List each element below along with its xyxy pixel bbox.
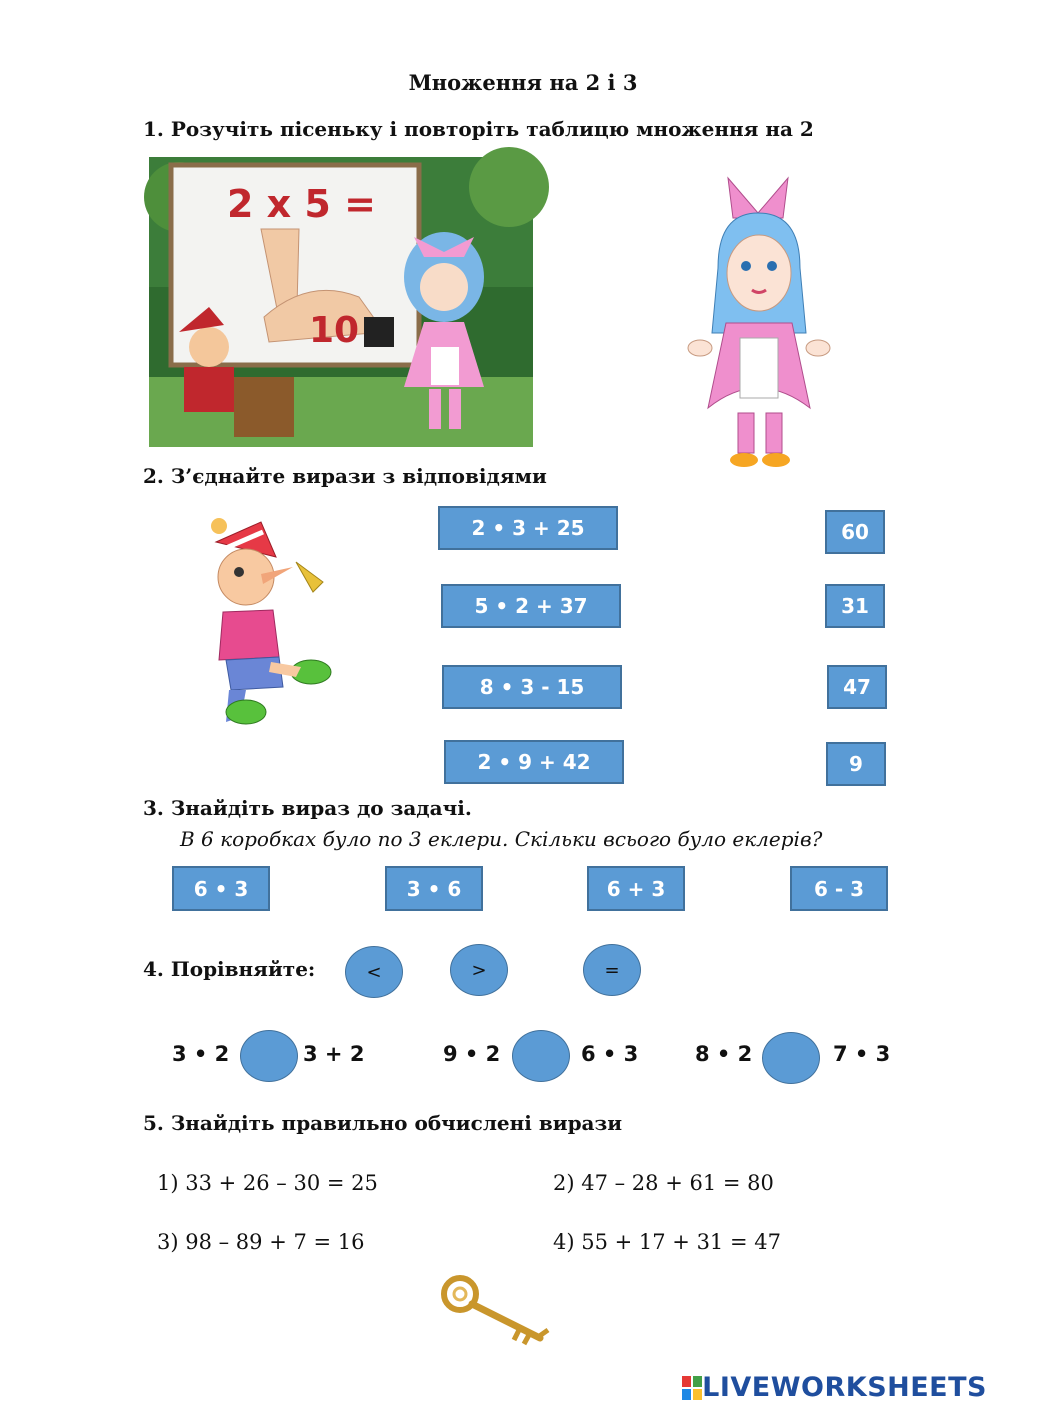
calc-item-2[interactable]: 2) 47 – 28 + 61 = 80	[553, 1171, 774, 1195]
song-illustration	[149, 157, 533, 447]
expression-box-2[interactable]: 5 • 2 + 37	[441, 584, 621, 628]
task3-heading: 3. Знайдіть вираз до задачі.	[143, 796, 472, 820]
option-box-2[interactable]: 3 • 6	[385, 866, 483, 911]
compare-left-3: 8 • 2	[695, 1042, 753, 1066]
compare-right-3: 7 • 3	[833, 1042, 891, 1066]
task2-heading: 2. З’єднайте вирази з відповідями	[143, 464, 547, 488]
task1-heading: 1. Розучіть пісеньку і повторіть таблицю множення на 2	[143, 117, 814, 141]
equals-sign[interactable]: =	[583, 944, 641, 996]
page-title: Множення на 2 і 3	[408, 70, 638, 95]
task4-heading: 4. Порівняйте:	[143, 957, 316, 981]
compare-right-1: 3 + 2	[303, 1042, 365, 1066]
option-box-3[interactable]: 6 + 3	[587, 866, 685, 911]
board-answer: 10	[309, 310, 360, 351]
liveworksheets-wordmark: LIVEWORKSHEETS	[702, 1372, 987, 1403]
compare-right-2: 6 • 3	[581, 1042, 639, 1066]
liveworksheets-live-label: LIVE	[692, 1369, 703, 1375]
task3-question: В 6 коробках було по 3 еклери. Скільки всього було еклерів?	[180, 827, 823, 851]
answer-box-31[interactable]: 31	[825, 584, 885, 628]
compare-left-1: 3 • 2	[172, 1042, 230, 1066]
calc-item-1[interactable]: 1) 33 + 26 – 30 = 25	[157, 1171, 378, 1195]
answer-box-60[interactable]: 60	[825, 510, 885, 554]
expression-box-3[interactable]: 8 • 3 - 15	[442, 665, 622, 709]
answer-box-9[interactable]: 9	[826, 742, 886, 786]
compare-left-2: 9 • 2	[443, 1042, 501, 1066]
option-box-1[interactable]: 6 • 3	[172, 866, 270, 911]
liveworksheets-live-icon	[682, 1369, 703, 1400]
answer-box-47[interactable]: 47	[827, 665, 887, 709]
option-box-4[interactable]: 6 - 3	[790, 866, 888, 911]
greater-than-sign[interactable]: >	[450, 944, 508, 996]
calc-item-4[interactable]: 4) 55 + 17 + 31 = 47	[553, 1230, 781, 1254]
compare-drop-2[interactable]	[512, 1030, 570, 1082]
less-than-sign[interactable]: <	[345, 946, 403, 998]
pinocchio-image	[201, 512, 331, 728]
compare-drop-3[interactable]	[762, 1032, 820, 1084]
malvina-doll-image	[688, 158, 830, 474]
golden-key-image	[440, 1274, 556, 1346]
expression-box-1[interactable]: 2 • 3 + 25	[438, 506, 618, 550]
compare-drop-1[interactable]	[240, 1030, 298, 1082]
task5-heading: 5. Знайдіть правильно обчислені вирази	[143, 1111, 623, 1135]
expression-box-4[interactable]: 2 • 9 + 42	[444, 740, 624, 784]
calc-item-3[interactable]: 3) 98 – 89 + 7 = 16	[157, 1230, 365, 1254]
board-equation: 2 x 5 =	[227, 182, 376, 226]
liveworksheets-logo	[682, 1369, 987, 1403]
